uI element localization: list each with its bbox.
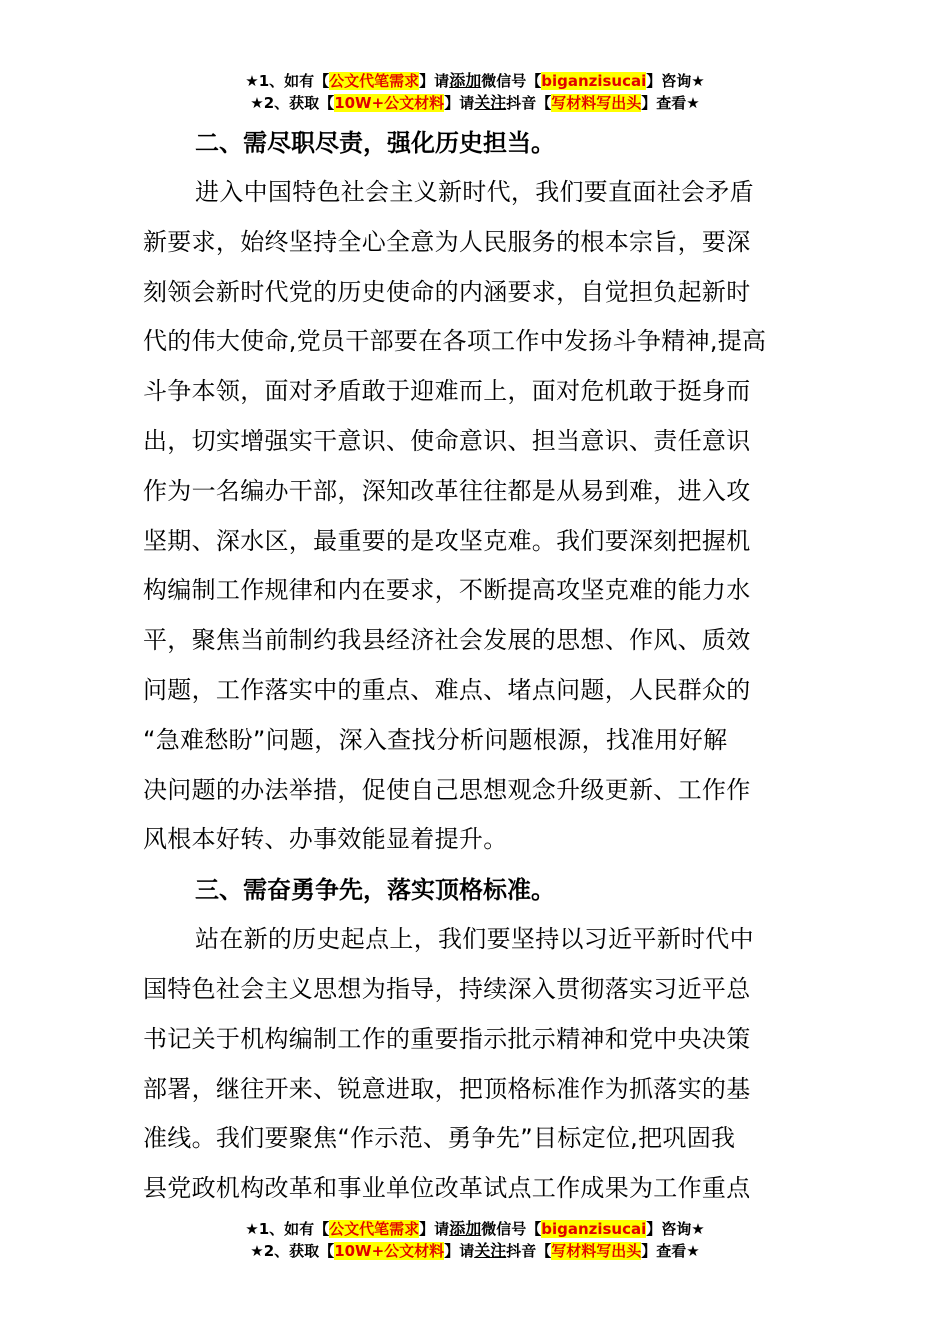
banner-highlight: 10W+公文材料: [334, 94, 445, 112]
paragraph-line: 代的伟大使命,党员干部要在各项工作中发扬斗争精神,提高: [143, 327, 767, 356]
banner-text: ★2、获取【: [250, 94, 335, 112]
banner-line-2: [0, 92, 950, 114]
banner-text: 抖音【: [506, 94, 552, 112]
section-heading-3: 三、需奋勇争先，落实顶格标准。: [195, 876, 555, 905]
banner-text: 】请: [419, 1220, 450, 1238]
paragraph-1: [143, 168, 811, 865]
paragraph-line: 进入中国特色社会主义新时代，我们要直面社会矛盾: [195, 178, 754, 206]
paragraph-line: 准线。我们要聚焦“作示范、勇争先”目标定位,把巩固我: [143, 1124, 736, 1153]
banner-underlined: 关注: [474, 93, 507, 112]
paragraph-line: 部署，继往开来、锐意进取，把顶格标准作为抓落实的基: [143, 1074, 751, 1103]
paragraph-line: 风根本好转、办事效能显着提升。: [143, 825, 508, 854]
paragraph-line: 国特色社会主义思想为指导，持续深入贯彻落实习近平总: [143, 974, 751, 1003]
paragraph-line: 新要求，始终坚持全心全意为人民服务的根本宗旨，要深: [143, 227, 751, 256]
banner-highlight: biganzisucai: [541, 72, 647, 90]
paragraph-line: 坚期、深水区，最重要的是攻坚克难。我们要深刻把握机: [143, 526, 751, 555]
banner-text: 】请: [419, 72, 450, 90]
banner-text: ★2、获取【: [250, 1242, 335, 1260]
banner-highlight: 公文代笔需求: [329, 72, 420, 90]
paragraph-line: 问题，工作落实中的重点、难点、堵点问题，人民群众的: [143, 675, 751, 704]
banner-text: 微信号【: [481, 72, 542, 90]
paragraph-line: 决问题的办法举措，促使自己思想观念升级更新、工作作: [143, 775, 751, 804]
paragraph-line: 站在新的历史起点上，我们要坚持以习近平新时代中: [195, 925, 754, 954]
banner-text: 】请: [444, 1242, 475, 1260]
banner-highlight: 公文代笔需求: [329, 1220, 420, 1238]
banner-highlight: biganzisucai: [541, 1220, 647, 1238]
banner-text: ★1、如有【: [245, 72, 330, 90]
footer-banner: [0, 1218, 950, 1262]
banner-underlined: 添加: [449, 1219, 482, 1238]
banner-text: 】查看★: [641, 94, 700, 112]
banner-highlight: 写材料写出头: [551, 1242, 642, 1260]
paragraph-line: 平，聚焦当前制约我县经济社会发展的思想、作风、质效: [143, 626, 751, 655]
paragraph-line: 作为一名编办干部，深知改革往往都是从易到难，进入攻: [143, 476, 751, 505]
paragraph-2: [143, 915, 811, 1214]
banner-underlined: 添加: [449, 71, 482, 90]
paragraph-line: 构编制工作规律和内在要求，不断提高攻坚克难的能力水: [143, 576, 751, 605]
document-body: [143, 118, 811, 1214]
paragraph-line: “急难愁盼”问题，深入查找分析问题根源，找准用好解: [143, 725, 728, 754]
banner-text: ★1、如有【: [245, 1220, 330, 1238]
banner-underlined: 关注: [474, 1241, 507, 1260]
banner-highlight: 10W+公文材料: [334, 1242, 445, 1260]
banner-text: 】请: [444, 94, 475, 112]
paragraph-line: 出，切实增强实干意识、使命意识、担当意识、责任意识: [143, 426, 751, 455]
banner-text: 微信号【: [481, 1220, 542, 1238]
banner-line-2: [0, 1240, 950, 1262]
paragraph-line: 县党政机构改革和事业单位改革试点工作成果为工作重点: [143, 1174, 751, 1203]
banner-text: 】咨询★: [646, 72, 705, 90]
banner-text: 】咨询★: [646, 1220, 705, 1238]
paragraph-line: 刻领会新时代党的历史使命的内涵要求，自觉担负起新时: [143, 277, 751, 306]
paragraph-line: 斗争本领，面对矛盾敢于迎难而上，面对危机敢于挺身而: [143, 377, 751, 406]
banner-line-1: [0, 70, 950, 92]
section-heading-2: 二、需尽职尽责，强化历史担当。: [195, 129, 555, 157]
banner-line-1: [0, 1218, 950, 1240]
header-banner: [0, 70, 950, 114]
banner-text: 】查看★: [641, 1242, 700, 1260]
paragraph-line: 书记关于机构编制工作的重要指示批示精神和党中央决策: [143, 1024, 751, 1053]
banner-text: 抖音【: [506, 1242, 552, 1260]
banner-highlight: 写材料写出头: [551, 94, 642, 112]
